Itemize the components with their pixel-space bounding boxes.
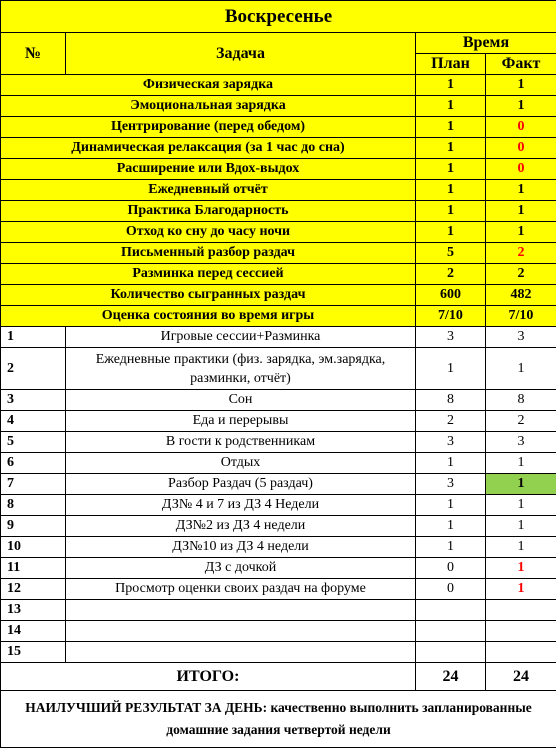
practice-fact: 0 (486, 138, 556, 159)
practice-row (1, 159, 556, 180)
task-row (1, 516, 556, 537)
total-label: ИТОГО: (1, 663, 416, 691)
practice-row (1, 285, 556, 306)
task-name: Отдых (66, 453, 416, 474)
practice-fact: 2 (486, 264, 556, 285)
task-fact: 1 (486, 474, 556, 495)
task-name: Разбор Раздач (5 раздач) (66, 474, 416, 495)
practice-row (1, 138, 556, 159)
practice-task: Отход ко сну до часу ночи (1, 222, 416, 243)
task-num: 3 (1, 390, 66, 411)
task-name: В гости к родственникам (66, 432, 416, 453)
task-plan: 3 (416, 474, 486, 495)
task-fact: 1 (486, 537, 556, 558)
task-fact: 1 (486, 516, 556, 537)
task-num: 9 (1, 516, 66, 537)
practice-task: Письменный разбор раздач (1, 243, 416, 264)
task-row (1, 600, 556, 621)
task-name: Ежедневные практики (физ. зарядка, эм.зарядка, разминки, отчёт) (66, 348, 416, 390)
practice-fact: 1 (486, 96, 556, 117)
practice-task: Центрирование (перед обедом) (1, 117, 416, 138)
best-result-text: качественно выполнить запланированные домашние задания четвертой недели (166, 700, 532, 737)
task-row (1, 495, 556, 516)
practice-task: Оценка состояния во время игры (1, 306, 416, 327)
task-num: 8 (1, 495, 66, 516)
task-plan: 3 (416, 327, 486, 348)
practice-plan: 1 (416, 180, 486, 201)
practice-row (1, 243, 556, 264)
practice-plan: 7/10 (416, 306, 486, 327)
total-row (1, 663, 556, 691)
header-num: № (1, 33, 66, 75)
header-row-1 (1, 33, 556, 54)
task-row (1, 432, 556, 453)
task-fact: 1 (486, 579, 556, 600)
practice-fact: 482 (486, 285, 556, 306)
task-plan: 1 (416, 348, 486, 390)
task-num: 1 (1, 327, 66, 348)
task-num: 11 (1, 558, 66, 579)
task-plan (416, 621, 486, 642)
task-row (1, 453, 556, 474)
practice-row (1, 96, 556, 117)
task-fact (486, 600, 556, 621)
practice-task: Практика Благодарность (1, 201, 416, 222)
task-num: 12 (1, 579, 66, 600)
task-name: ДЗ№ 4 и 7 из ДЗ 4 Недели (66, 495, 416, 516)
task-fact: 1 (486, 453, 556, 474)
task-row (1, 474, 556, 495)
task-row (1, 558, 556, 579)
task-fact: 3 (486, 327, 556, 348)
task-plan: 1 (416, 495, 486, 516)
practice-row (1, 75, 556, 96)
task-num: 10 (1, 537, 66, 558)
total-fact: 24 (486, 663, 556, 691)
practice-plan: 600 (416, 285, 486, 306)
task-fact: 8 (486, 390, 556, 411)
task-num: 15 (1, 642, 66, 663)
task-name: ДЗ№2 из ДЗ 4 недели (66, 516, 416, 537)
sheet-title: Воскресенье (1, 1, 556, 33)
task-row (1, 642, 556, 663)
task-num: 6 (1, 453, 66, 474)
task-fact: 2 (486, 411, 556, 432)
task-plan: 1 (416, 453, 486, 474)
practice-fact: 7/10 (486, 306, 556, 327)
practice-plan: 1 (416, 201, 486, 222)
practice-plan: 1 (416, 138, 486, 159)
practice-plan: 1 (416, 159, 486, 180)
practice-plan: 1 (416, 75, 486, 96)
task-name: ДЗ с дочкой (66, 558, 416, 579)
total-plan: 24 (416, 663, 486, 691)
task-fact: 3 (486, 432, 556, 453)
task-num: 13 (1, 600, 66, 621)
header-time: Время (416, 33, 556, 54)
practice-task: Расширение или Вдох-выдох (1, 159, 416, 180)
task-num: 4 (1, 411, 66, 432)
task-name: ДЗ№10 из ДЗ 4 недели (66, 537, 416, 558)
practice-row (1, 201, 556, 222)
task-num: 14 (1, 621, 66, 642)
header-task: Задача (66, 33, 416, 75)
task-plan: 3 (416, 432, 486, 453)
practice-plan: 1 (416, 117, 486, 138)
practice-task: Динамическая релаксация (за 1 час до сна) (1, 138, 416, 159)
task-name (66, 621, 416, 642)
task-name: Сон (66, 390, 416, 411)
practice-fact: 0 (486, 117, 556, 138)
task-plan: 0 (416, 558, 486, 579)
task-row (1, 390, 556, 411)
practice-plan: 1 (416, 222, 486, 243)
task-row (1, 537, 556, 558)
task-num: 7 (1, 474, 66, 495)
header-fact: Факт (486, 54, 556, 75)
practice-row (1, 306, 556, 327)
task-fact: 1 (486, 495, 556, 516)
task-row (1, 621, 556, 642)
practice-task: Ежедневный отчёт (1, 180, 416, 201)
practice-row (1, 180, 556, 201)
task-plan: 0 (416, 579, 486, 600)
task-num: 5 (1, 432, 66, 453)
footer-row (1, 691, 556, 748)
task-row (1, 579, 556, 600)
practice-fact: 1 (486, 180, 556, 201)
practice-task: Физическая зарядка (1, 75, 416, 96)
task-plan: 1 (416, 537, 486, 558)
practice-task: Разминка перед сессией (1, 264, 416, 285)
practice-row (1, 222, 556, 243)
practice-fact: 0 (486, 159, 556, 180)
practice-task: Количество сыгранных раздач (1, 285, 416, 306)
task-num: 2 (1, 348, 66, 390)
task-fact: 1 (486, 558, 556, 579)
practice-plan: 1 (416, 96, 486, 117)
task-plan: 8 (416, 390, 486, 411)
task-plan: 2 (416, 411, 486, 432)
task-plan (416, 642, 486, 663)
task-row (1, 411, 556, 432)
task-plan: 1 (416, 516, 486, 537)
practice-row (1, 117, 556, 138)
practice-fact: 1 (486, 222, 556, 243)
header-plan: План (416, 54, 486, 75)
task-plan (416, 600, 486, 621)
task-fact: 1 (486, 348, 556, 390)
task-name (66, 600, 416, 621)
practice-plan: 2 (416, 264, 486, 285)
practice-fact: 2 (486, 243, 556, 264)
task-row (1, 348, 556, 390)
practice-plan: 5 (416, 243, 486, 264)
task-fact (486, 621, 556, 642)
best-result-note (1, 691, 556, 748)
task-name: Просмотр оценки своих раздач на форуме (66, 579, 416, 600)
task-name: Еда и перерывы (66, 411, 416, 432)
practice-fact: 1 (486, 75, 556, 96)
practice-fact: 1 (486, 201, 556, 222)
best-result-label: НАИЛУЧШИЙ РЕЗУЛЬТАТ ЗА ДЕНЬ: (25, 700, 268, 715)
task-row (1, 327, 556, 348)
practice-task: Эмоциональная зарядка (1, 96, 416, 117)
title-row (1, 1, 556, 33)
task-name (66, 642, 416, 663)
task-fact (486, 642, 556, 663)
practice-row (1, 264, 556, 285)
task-name: Игровые сессии+Разминка (66, 327, 416, 348)
